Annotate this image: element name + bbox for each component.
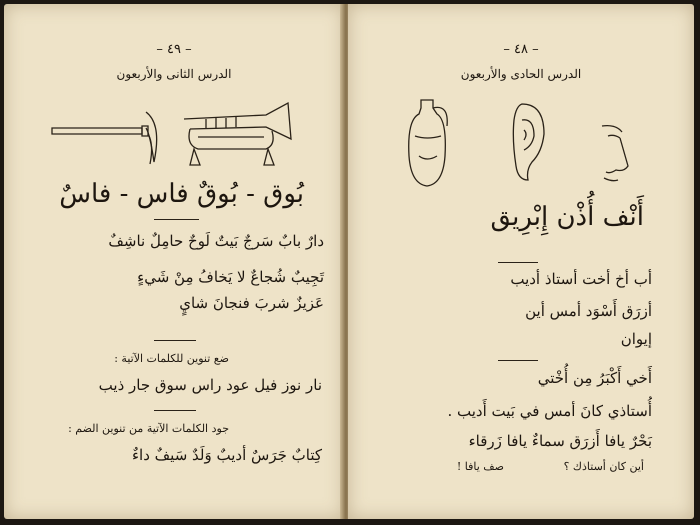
pickaxe-icon — [50, 104, 165, 169]
page-number: – ٤٨ – — [503, 42, 539, 57]
headline: أَنْف أُذْن إِبْرِيق — [490, 202, 644, 232]
sentence: بَحْرٌ يافا أَزرَق سماءٌ يافا زَرقاء — [468, 432, 652, 450]
left-page — [4, 4, 344, 519]
exercise-words: نار نوز فيل عود راس سوق جار ذيب — [98, 376, 322, 394]
sentence: تَجِيبٌ شُجاعٌ لا يَخافُ مِنْ شَيءٍ — [137, 268, 324, 286]
word-line: إيوان — [620, 330, 652, 348]
ear-icon — [508, 100, 548, 185]
exercise-label: ضع تنوين للكلمات الآتية : — [114, 352, 229, 365]
divider — [154, 340, 196, 341]
divider — [498, 360, 538, 361]
sentence: أُستاذي كانَ أمس في بَيت أَديب . — [447, 402, 652, 420]
bugle-icon — [176, 99, 296, 174]
divider — [154, 219, 199, 220]
lesson-title: الدرس الحادى والأربعون — [460, 67, 582, 81]
footer-answer: صف يافا ! — [456, 460, 504, 473]
sentence: أَخي أَكْبَرُ مِن أُخْتي — [537, 369, 652, 387]
sentence: عَزيزٌ شربَ فنجانَ شايٍ — [179, 294, 324, 312]
right-page — [348, 4, 694, 519]
divider — [154, 410, 196, 411]
ewer-icon — [403, 96, 453, 191]
lesson-title: الدرس الثانى والأربعون — [116, 67, 232, 81]
words-line: دارٌ بابٌ سَرجٌ بَيتٌ لَوحٌ حامِلٌ ناشِفٌ — [108, 232, 324, 250]
headline: بُوق - بُوقٌ فاس - فاسٌ — [59, 179, 304, 209]
word-line: أزرَق أَسْوَد أمس أين — [525, 302, 652, 320]
word-line: أب أخ أخت أستاذ أديب — [510, 270, 652, 288]
nose-icon — [598, 122, 638, 187]
exercise-words: كِتابٌ جَرَسٌ أديبٌ وَلَدٌ سَيفٌ داءٌ — [131, 446, 322, 464]
divider — [498, 262, 538, 263]
page-number: – ٤٩ – — [156, 42, 192, 57]
footer-question: أين كان أستاذك ؟ — [563, 460, 644, 473]
exercise-label: جود الكلمات الآتية من تنوين الضم : — [68, 422, 229, 435]
